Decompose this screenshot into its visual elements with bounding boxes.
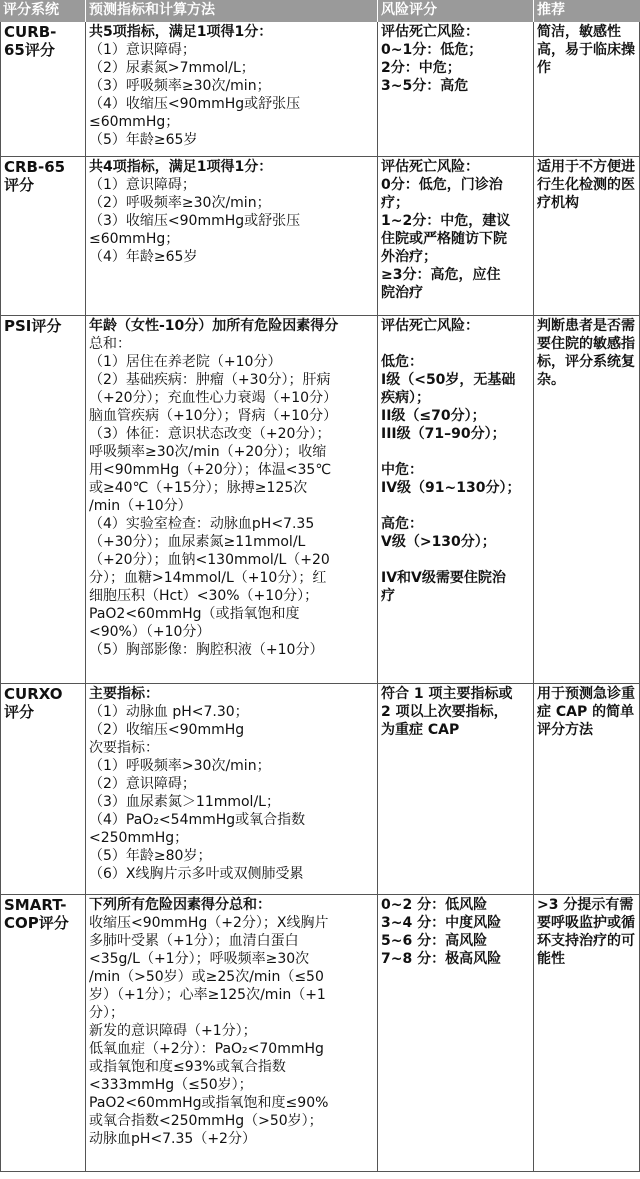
risk-cell bbox=[378, 684, 534, 895]
cell-line bbox=[381, 335, 530, 353]
cell-line: ≥3分：高危，应住 bbox=[381, 267, 501, 283]
cell-line: 呼吸频率≥30次/min（+20分）；收缩 bbox=[89, 444, 327, 460]
cell-line: V级（>130分）； bbox=[381, 534, 496, 550]
header-method: 预测指标和计算方法 bbox=[86, 0, 378, 22]
cell-line: （5）年龄≥65岁 bbox=[89, 132, 198, 148]
cell-line: 年龄（女性-10分）加所有危险因素得分 bbox=[89, 318, 339, 334]
method-cell bbox=[86, 157, 378, 316]
recommend-cell bbox=[534, 684, 640, 895]
cell-line bbox=[381, 443, 530, 461]
cell-line: 高危： bbox=[381, 516, 423, 532]
cell-line: <250mmHg； bbox=[89, 830, 189, 846]
cell-line: 下列所有危险因素得分总和： bbox=[89, 897, 271, 913]
recommend-cell bbox=[534, 22, 640, 157]
cell-text: CURB- 65评分 bbox=[4, 23, 57, 59]
cell-text: CRB-65 评分 bbox=[4, 158, 66, 194]
cell-line: （3）血尿素氮＞11mmol/L； bbox=[89, 794, 280, 810]
cell-line: ≤60mmHg； bbox=[89, 114, 180, 130]
cell-line: <333mmHg（≤50岁）； bbox=[89, 1077, 253, 1093]
cell-line: （4）收缩压<90mmHg或舒张压 bbox=[89, 96, 301, 112]
cell-line: 评估死亡风险： bbox=[381, 318, 479, 334]
cell-line: （3）体征：意识状态改变（+20分）； bbox=[89, 426, 331, 442]
cell-line: 总和： bbox=[89, 336, 131, 352]
cell-line: 住院或严格随访下院 bbox=[381, 231, 507, 247]
recommend-cell bbox=[534, 157, 640, 316]
header-recommend: 推荐 bbox=[534, 0, 640, 22]
cell-line: 疾病）； bbox=[381, 390, 430, 406]
cell-text: SMART- COP评分 bbox=[4, 896, 69, 932]
cell-line: 符合 1 项主要指标或 bbox=[381, 686, 513, 702]
system-cell bbox=[0, 157, 86, 316]
cell-line: 疗； bbox=[381, 195, 409, 211]
cell-line: （2）尿素氮>7mmol/L； bbox=[89, 60, 255, 76]
cell-line: 2分：中危； bbox=[381, 60, 461, 76]
cell-line: ≤60mmHg； bbox=[89, 231, 180, 247]
cell-line: 3~4 分：中度风险 bbox=[381, 915, 502, 931]
cell-line: III级（71–90分）； bbox=[381, 426, 506, 442]
cell-line: 或氧合指数<250mmHg（>50岁）； bbox=[89, 1113, 323, 1129]
cell-line: 1~2分：中危，建议 bbox=[381, 213, 511, 229]
cell-line: （5）胸部影像：胸腔积液（+10分） bbox=[89, 642, 324, 658]
cell-line: PaO2<60mmHg（或指氧饱和度 bbox=[89, 606, 300, 622]
cell-line: （1）呼吸频率>30次/min； bbox=[89, 758, 271, 774]
cell-line: 细胞压积（Hct）<30%（+10分）； bbox=[89, 588, 319, 604]
cell-text: CURXO 评分 bbox=[4, 685, 63, 721]
cell-line: （6）X线胸片示多叶或双侧肺受累 bbox=[89, 866, 304, 882]
system-cell bbox=[0, 684, 86, 895]
cell-text: 判断患者是否需要住院的敏感指标，评分系统复杂。 bbox=[537, 318, 635, 388]
cell-line bbox=[381, 497, 530, 515]
cell-line: （3）收缩压<90mmHg或舒张压 bbox=[89, 213, 301, 229]
cell-line: 或≥40℃（+15分）；脉搏≥125次 bbox=[89, 480, 308, 496]
cell-line: 7~8 分：极高风险 bbox=[381, 951, 502, 967]
cell-line: （1）意识障碍； bbox=[89, 42, 196, 58]
cell-text: 简洁，敏感性高，易于临床操作 bbox=[537, 24, 635, 76]
recommend-cell bbox=[534, 316, 640, 684]
cell-text: >3 分提示有需要呼吸监护或循环支持治疗的可能性 bbox=[537, 897, 635, 967]
method-cell bbox=[86, 316, 378, 684]
cell-line: 分）； bbox=[89, 1005, 124, 1021]
cell-line: 岁）（+1分）；心率≥125次/min（+1 bbox=[89, 987, 326, 1003]
cell-text: 适用于不方便进行生化检测的医疗机构 bbox=[537, 159, 635, 211]
cell-line: 动脉血pH<7.35（+2分） bbox=[89, 1131, 256, 1147]
cell-line: 评估死亡风险： bbox=[381, 24, 479, 40]
cell-line: IV级（91~130分）； bbox=[381, 480, 521, 496]
cell-line: （4）实验室检查：动脉血pH<7.35 bbox=[89, 516, 315, 532]
cell-line: 共5项指标，满足1项得1分： bbox=[89, 24, 273, 40]
cell-line: 疗 bbox=[381, 588, 395, 604]
cell-line: （3）呼吸频率≥30次/min； bbox=[89, 78, 271, 94]
cell-line bbox=[381, 551, 530, 569]
cell-line: 5~6 分：高风险 bbox=[381, 933, 488, 949]
cell-line: （+20分）；充血性心力衰竭（+10分） bbox=[89, 390, 338, 406]
system-cell bbox=[0, 22, 86, 157]
cell-line: <35g/L（+1分）；呼吸频率≥30次 bbox=[89, 951, 310, 967]
risk-cell bbox=[378, 316, 534, 684]
cell-line: 新发的意识障碍（+1分）； bbox=[89, 1023, 257, 1039]
cell-line: 3~5分：高危 bbox=[381, 78, 469, 94]
cell-text: PSI评分 bbox=[4, 317, 62, 335]
cell-line: （+30分）；血尿素氮≥11mmol/L bbox=[89, 534, 306, 550]
header-risk: 风险评分 bbox=[378, 0, 534, 22]
cell-text: 用于预测急诊重症 CAP 的简单评分方法 bbox=[537, 686, 635, 738]
cell-line: （1）动脉血 pH<7.30； bbox=[89, 704, 249, 720]
cell-line: 主要指标： bbox=[89, 686, 159, 702]
risk-cell bbox=[378, 22, 534, 157]
cell-line: 院治疗 bbox=[381, 285, 423, 301]
cell-line: II级（≤70分）； bbox=[381, 408, 486, 424]
cell-line: /min（>50岁）或≥25次/min（≤50 bbox=[89, 969, 324, 985]
system-cell bbox=[0, 316, 86, 684]
cell-line: 低氧血症（+2分）：PaO₂<70mmHg bbox=[89, 1041, 324, 1057]
cell-line: （1）意识障碍； bbox=[89, 177, 196, 193]
cell-line: （4）年龄≥65岁 bbox=[89, 249, 198, 265]
cell-line: （2）意识障碍； bbox=[89, 776, 196, 792]
header-system: 评分系统 bbox=[0, 0, 86, 22]
cell-line: 2 项以上次要指标， bbox=[381, 704, 508, 720]
cell-line: 0分：低危，门诊治 bbox=[381, 177, 503, 193]
cell-line: <90%）（+10分） bbox=[89, 624, 211, 640]
cell-line: 中危： bbox=[381, 462, 423, 478]
cell-line: 收缩压<90mmHg（+2分）；X线胸片 bbox=[89, 915, 329, 931]
method-cell bbox=[86, 22, 378, 157]
cell-line: 共4项指标，满足1项得1分： bbox=[89, 159, 273, 175]
cell-line: （2）收缩压<90mmHg bbox=[89, 722, 245, 738]
cell-line: I级（<50岁，无基础 bbox=[381, 372, 516, 388]
cell-line: 次要指标： bbox=[89, 740, 159, 756]
risk-cell bbox=[378, 157, 534, 316]
cell-line: 脑血管疾病（+10分）；肾病（+10分） bbox=[89, 408, 338, 424]
method-cell bbox=[86, 684, 378, 895]
cell-line: 外治疗； bbox=[381, 249, 437, 265]
cell-line: PaO2<60mmHg或指氧饱和度≤90% bbox=[89, 1095, 329, 1111]
system-cell bbox=[0, 895, 86, 1172]
cell-line: 评估死亡风险： bbox=[381, 159, 479, 175]
cell-line: 低危： bbox=[381, 354, 423, 370]
recommend-cell bbox=[534, 895, 640, 1172]
cell-line: 或指氧饱和度≤93%或氧合指数 bbox=[89, 1059, 286, 1075]
cell-line: （1）居住在养老院（+10分） bbox=[89, 354, 282, 370]
cell-line: 0~1分：低危； bbox=[381, 42, 483, 58]
cell-line: （4）PaO₂<54mmHg或氧合指数 bbox=[89, 812, 306, 828]
cell-line: 多肺叶受累（+1分）；血清白蛋白 bbox=[89, 933, 299, 949]
cell-line: 用<90mmHg（+20分）；体温<35℃ bbox=[89, 462, 332, 478]
cell-line: 0~2 分：低风险 bbox=[381, 897, 488, 913]
cell-line: （2）基础疾病：肿瘤（+30分）；肝病 bbox=[89, 372, 331, 388]
cell-line: 分）；血糖>14mmol/L（+10分）；红 bbox=[89, 570, 327, 586]
cell-line: 为重症 CAP bbox=[381, 722, 460, 738]
risk-cell bbox=[378, 895, 534, 1172]
cell-line: （5）年龄≥80岁； bbox=[89, 848, 212, 864]
cell-line: （2）呼吸频率≥30次/min； bbox=[89, 195, 271, 211]
cell-line: /min（+10分） bbox=[89, 498, 192, 514]
cell-line: IV和V级需要住院治 bbox=[381, 570, 506, 586]
cell-line: （+20分）；血钠<130mmol/L（+20 bbox=[89, 552, 330, 568]
method-cell bbox=[86, 895, 378, 1172]
